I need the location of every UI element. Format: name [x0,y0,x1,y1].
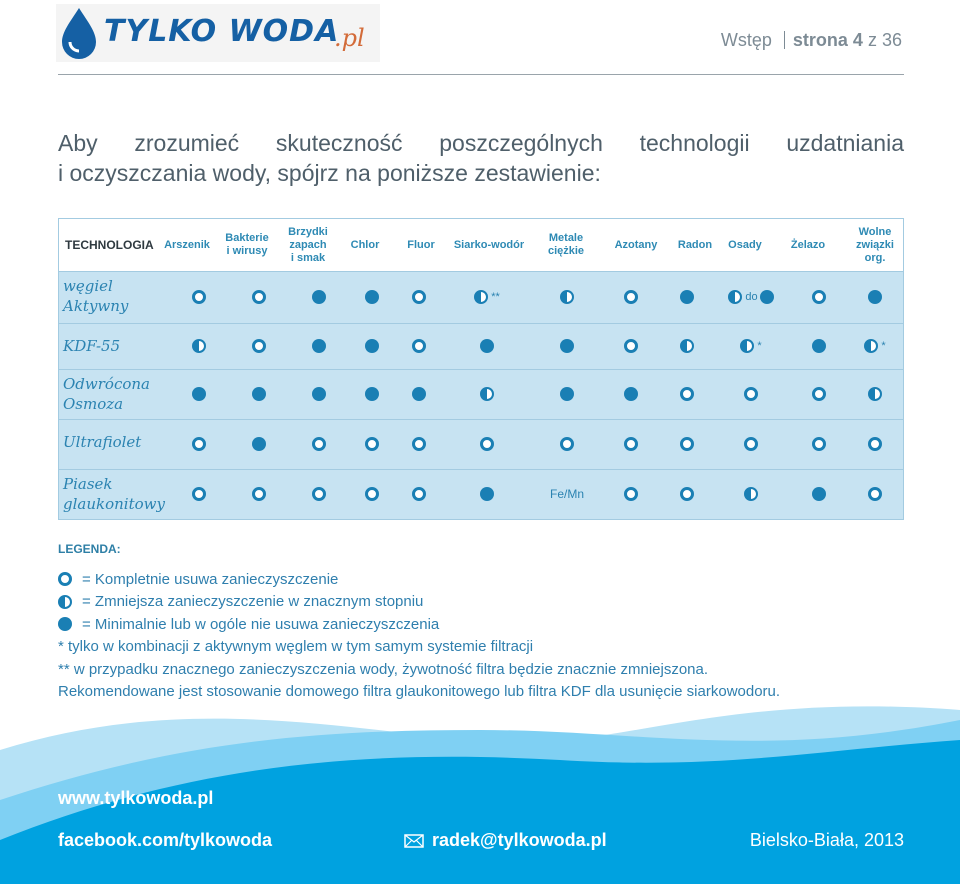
water-drop-icon [56,4,102,62]
table-cell [850,379,900,409]
logo-text: TYLKO WODA [104,14,340,49]
table-cell [462,331,512,361]
partial-removal-icon [192,339,206,353]
cell-note: * [881,340,886,352]
section-name: Wstęp [720,30,772,50]
partial-removal-icon [740,339,754,353]
legend-title: LEGENDA: [58,542,121,556]
no-removal-icon [624,387,638,401]
footer-facebook[interactable]: facebook.com/tylkowoda [58,830,273,850]
table-cell [794,282,844,312]
no-removal-icon [365,290,379,304]
table-cell [462,379,512,409]
header-technology: TECHNOLOGIA [65,237,154,252]
intro-text [58,128,904,188]
full-removal-icon [412,487,426,501]
header-col-5: Fluor [407,238,435,251]
partial-removal-icon [744,487,758,501]
table-cell [794,479,844,509]
legend-text: = Kompletnie usuwa zanieczyszczenie [82,570,339,588]
partial-removal-icon [728,290,742,304]
table-cell [794,331,844,361]
footer-contact [58,830,904,851]
no-removal-icon [868,290,882,304]
table-cell [347,379,397,409]
table-cell [726,379,776,409]
full-removal-icon [312,437,326,451]
cell-note: do [745,291,758,303]
full-removal-icon [812,437,826,451]
table-cell [662,282,712,312]
table-cell [850,331,900,361]
partial-removal-icon [680,339,694,353]
table-cell [234,379,284,409]
table-cell [234,282,284,312]
no-removal-icon [412,387,426,401]
table-cell [394,379,444,409]
full-removal-icon [252,339,266,353]
table-cell [662,331,712,361]
cell-note: Fe/Mn [549,487,584,501]
table-cell [294,479,344,509]
legend [58,568,780,703]
cell-note: * [757,340,762,352]
table-cell [234,429,284,459]
no-removal-icon [312,290,326,304]
table-cell [174,282,224,312]
full-removal-icon [624,339,638,353]
table-cell [606,479,656,509]
footer-email[interactable]: radek@tylkowoda.pl [432,830,607,850]
no-removal-icon [480,339,494,353]
full-removal-icon [480,437,494,451]
no-removal-icon [252,437,266,451]
cell-note: ** [491,291,500,303]
table-cell [347,282,397,312]
header-col-1: Arszenik [164,238,210,251]
no-removal-icon [480,487,494,501]
table-cell [726,429,776,459]
footer-website[interactable]: www.tylkowoda.pl [58,788,214,808]
table-cell [462,479,512,509]
table-cell [794,429,844,459]
full-removal-icon [192,487,206,501]
table-cell [462,429,512,459]
table-cell [394,479,444,509]
no-removal-icon [365,339,379,353]
table-cell [347,429,397,459]
full-removal-icon [624,290,638,304]
table-cell [606,379,656,409]
full-removal-icon [680,387,694,401]
table-row [59,323,903,369]
header-col-7: Metale ciężkie [547,232,585,257]
full-removal-icon [312,487,326,501]
table-cell [542,429,592,459]
table-cell [662,379,712,409]
logo-suffix: .pl [334,24,365,52]
full-removal-icon [868,437,882,451]
table-cell [174,479,224,509]
full-removal-icon [744,437,758,451]
header-col-2: Bakterie i wirusy [225,232,269,257]
page-sep: z [867,30,877,50]
table-cell [662,479,712,509]
table-cell [394,331,444,361]
comparison-table [58,218,904,520]
footer-wave [0,690,960,884]
footer-email-block[interactable] [404,830,607,851]
page-prefix: strona [792,30,848,50]
table-cell [174,429,224,459]
table-cell [347,479,397,509]
table-cell [462,282,512,312]
table-cell [606,331,656,361]
full-removal-icon [812,387,826,401]
no-removal-icon [312,339,326,353]
header-col-9: Radon [677,238,713,251]
no-removal-icon [812,339,826,353]
page-total: 36 [881,30,902,50]
table-cell [662,429,712,459]
table-cell [850,282,900,312]
header-col-12: Wolne związki org. [856,225,894,264]
no-removal-icon [252,387,266,401]
full-removal-icon [680,437,694,451]
full-removal-icon [624,437,638,451]
table-cell [294,379,344,409]
partial-removal-icon [58,595,72,609]
page-current: 4 [852,30,863,50]
full-removal-icon [365,487,379,501]
full-removal-icon [252,290,266,304]
row-label: Ultrafiolet [63,433,142,451]
full-removal-icon [812,290,826,304]
no-removal-icon [680,290,694,304]
no-removal-icon [560,387,574,401]
row-label: Odwrócona Osmoza [63,375,150,413]
header-col-11: Żelazo [790,238,826,251]
table-cell [850,429,900,459]
table-cell [726,282,776,312]
row-label: KDF-55 [63,337,121,355]
table-cell [294,331,344,361]
legend-note: ** w przypadku znacznego zanieczyszczenia wody, żywotność filtra będzie znacznie zmniejszona. [58,660,709,678]
no-removal-icon [812,487,826,501]
full-removal-icon [744,387,758,401]
table-cell [794,379,844,409]
table-cell [606,282,656,312]
header-col-8: Azotany [614,238,658,251]
divider [784,31,785,49]
legend-text: = Minimalnie lub w ogóle nie usuwa zanieczyszczenia [82,615,440,633]
table-cell [394,282,444,312]
full-removal-icon [412,339,426,353]
full-removal-icon [412,437,426,451]
table-row [59,369,903,419]
table-cell [174,379,224,409]
table-cell [726,331,776,361]
row-label: węgiel Aktywny [63,277,129,315]
table-cell [294,282,344,312]
legend-note: * tylko w kombinacji z aktywnym węglem w tym samym systemie filtracji [58,638,534,656]
legend-item [58,568,780,591]
partial-removal-icon [864,339,878,353]
header-col-6: Siarko-wodór [453,238,525,251]
no-removal-icon [192,387,206,401]
full-removal-icon [365,437,379,451]
footer-city: Bielsko-Biała, 2013 [749,830,904,850]
table-cell [294,429,344,459]
table-cell [394,429,444,459]
envelope-icon [404,834,424,848]
header-col-4: Chlor [350,238,380,251]
full-removal-icon [58,572,72,586]
full-removal-icon [412,290,426,304]
table-cell [726,479,776,509]
full-removal-icon [680,487,694,501]
table-cell [850,479,900,509]
legend-text: = Zmniejsza zanieczyszczenie w znacznym stopniu [82,593,424,611]
header-col-10: Osady [728,238,762,251]
partial-removal-icon [474,290,488,304]
legend-note: Rekomendowane jest stosowanie domowego filtra glaukonitowego lub filtra KDF dla usunięcie siarkowodoru. [58,683,781,701]
table-cell [542,331,592,361]
table-row [59,419,903,469]
table-cell [542,479,592,509]
no-removal-icon [560,339,574,353]
page-indicator [721,30,902,51]
table-row [59,469,903,519]
no-removal-icon [365,387,379,401]
table-cell [234,331,284,361]
table-cell [347,331,397,361]
header-divider [58,74,904,75]
partial-removal-icon [480,387,494,401]
full-removal-icon [192,290,206,304]
full-removal-icon [252,487,266,501]
full-removal-icon [192,437,206,451]
no-removal-icon [760,290,774,304]
table-cell [234,479,284,509]
table-header [59,219,903,272]
intro-line-1: Aby zrozumieć skuteczność poszczególnych technologii uzdatniania [58,130,904,156]
full-removal-icon [868,487,882,501]
logo [56,4,380,62]
table-cell [542,282,592,312]
table-cell [606,429,656,459]
header-col-3: Brzydki zapach i smak [288,225,328,264]
partial-removal-icon [560,290,574,304]
row-label: Piasek glaukonitowy [63,475,165,513]
legend-item [58,613,780,636]
intro-line-2: i oczyszczania wody, spójrz na poniższe zestawienie: [58,160,601,186]
table-row [59,271,903,323]
full-removal-icon [624,487,638,501]
table-cell [542,379,592,409]
partial-removal-icon [868,387,882,401]
table-cell [174,331,224,361]
no-removal-icon [312,387,326,401]
full-removal-icon [560,437,574,451]
legend-item [58,591,780,614]
no-removal-icon [58,617,72,631]
